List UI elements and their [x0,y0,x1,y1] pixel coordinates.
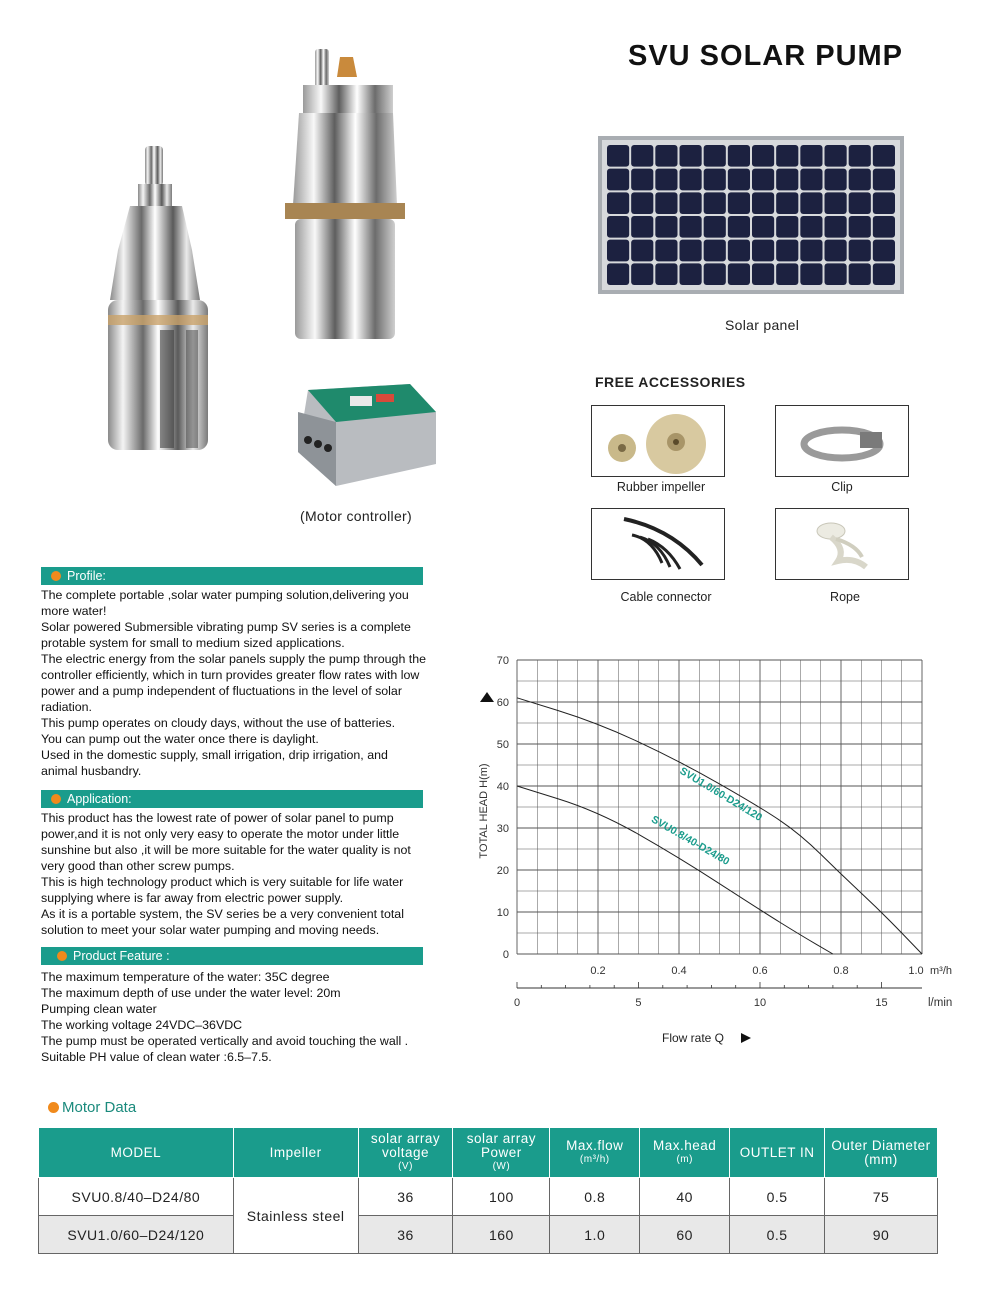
solar-cell [631,240,653,262]
bullet-dot-icon [48,1102,59,1113]
feature-line: The maximum temperature of the water: 35C degree [41,970,330,984]
column-header-max-flow: Max.flow (m³/h) [550,1128,640,1178]
solar-cell [800,169,822,191]
solar-cell [873,216,895,238]
profile-line: The electric energy from the solar panels supply the pump through the controller efficiently, which in turn provides greater flow rates with low power and a pump independent of fluctuations in the level of solar radiation. [41,652,427,714]
cell-impeller: Stainless steel [233,1178,358,1254]
performance-curve-chart [470,650,990,1060]
x2-tick-label: 15 [875,997,888,1009]
accessory-label-rope: Rope [830,590,860,604]
feature-heading: Product Feature : [73,949,170,963]
solar-cell [704,145,726,167]
cable-connector-box [591,508,725,580]
solar-cell [631,145,653,167]
solar-cell [680,192,702,214]
solar-cell [655,145,677,167]
solar-cell [752,169,774,191]
motor-data-table [38,1127,938,1254]
solar-cell [825,192,847,214]
column-header-model: MODEL [39,1128,234,1178]
table-row [39,1216,938,1254]
x-tick-label: 0.4 [671,965,687,977]
solar-cell [631,192,653,214]
y-axis-arrow-icon [480,692,494,702]
solar-cell [825,145,847,167]
solar-cell [825,216,847,238]
cell-model: SVU0.8/40–D24/80 [39,1178,234,1216]
x2-tick-label: 0 [513,997,521,1009]
solar-cell [800,240,822,262]
profile-line: You can pump out the water once there is daylight. [41,732,319,746]
solar-cell [800,192,822,214]
column-header-impeller: Impeller [233,1128,358,1178]
profile-text [41,587,426,779]
solar-cell [631,169,653,191]
x-axis-label: Flow rate Q [662,1031,725,1045]
feature-text [41,969,426,1065]
solar-cell [849,216,871,238]
y-tick-label: 30 [496,823,509,835]
motor-controller-caption: (Motor controller) [300,508,412,524]
profile-line: Used in the domestic supply, small irrigation, drip irrigation, and animal husbandry. [41,748,388,778]
accessories-heading: FREE ACCESSORIES [595,374,746,390]
solar-cell [849,145,871,167]
solar-cell [776,240,798,262]
bullet-dot-icon [51,571,61,581]
feature-heading-bar [41,947,423,965]
solar-cell [728,145,750,167]
x-axis-arrow-icon [741,1033,751,1043]
application-heading: Application: [67,792,132,806]
solar-cell [704,263,726,285]
column-header-diameter: Outer Diameter (mm) [825,1128,938,1178]
rubber-impeller-image [592,406,726,478]
series-label: SVU0.8/40-D24/80 [649,813,732,868]
solar-cell [752,263,774,285]
solar-cell [704,216,726,238]
solar-cell [800,145,822,167]
solar-cell [873,263,895,285]
series-label: SVU1.0/60-D24/120 [677,765,765,824]
x-tick-label: 0.8 [833,965,849,977]
motor-data-heading [48,1099,136,1116]
y-tick-label: 70 [496,655,509,667]
solar-cell [849,240,871,262]
y-tick-label: 10 [496,907,509,919]
y-tick-label: 50 [496,739,509,751]
x-tick-label: 0.2 [590,965,606,977]
solar-cell [680,145,702,167]
y-tick-label: 0 [502,949,509,961]
cell-model: SVU1.0/60–D24/120 [39,1216,234,1254]
cell-outlet: 0.5 [730,1178,825,1216]
solar-cell [752,216,774,238]
solar-cell [655,263,677,285]
column-header-max-head: Max.head (m) [640,1128,730,1178]
cell-voltage: 36 [358,1216,453,1254]
solar-cell [825,263,847,285]
solar-cell [655,216,677,238]
solar-cell [752,145,774,167]
y-tick-label: 60 [496,697,509,709]
solar-cell [825,169,847,191]
cell-head: 60 [640,1216,730,1254]
solar-cell [704,192,726,214]
x2-tick-label: 10 [753,997,767,1009]
application-heading-bar [41,790,423,808]
cell-flow: 1.0 [550,1216,640,1254]
solar-cell [849,192,871,214]
rope-image [776,509,910,581]
x2-unit-label: l/min [928,997,953,1009]
rope-box [775,508,909,580]
cell-diameter: 90 [825,1216,938,1254]
bullet-dot-icon [57,951,67,961]
solar-cell [607,216,629,238]
solar-cell [800,216,822,238]
solar-cell [631,263,653,285]
solar-cell [776,216,798,238]
clip-image [776,406,910,478]
solar-cell [849,263,871,285]
solar-cell [680,263,702,285]
solar-cell [680,169,702,191]
clip-box [775,405,909,477]
solar-cell [776,263,798,285]
solar-cell [728,192,750,214]
solar-cell [607,145,629,167]
solar-cell [873,169,895,191]
bullet-dot-icon [51,794,61,804]
table-row [39,1178,938,1216]
x2-tick-label: 5 [635,997,642,1009]
application-line: As it is a portable system, the SV series be a very convenient total solution to meet your solar water pumping and moving needs. [41,907,404,937]
solar-cell [655,169,677,191]
solar-cell [873,192,895,214]
cell-power: 160 [453,1216,550,1254]
cell-power: 100 [453,1178,550,1216]
solar-cell [607,263,629,285]
solar-cell [849,169,871,191]
y-axis-label: TOTAL HEAD H(m) [478,763,490,859]
accessory-label-cable-connector: Cable connector [620,590,712,604]
pump-image-tall [285,45,415,345]
solar-cell [800,263,822,285]
solar-cell [776,169,798,191]
y-tick-label: 40 [496,781,509,793]
motor-data-heading-text: Motor Data [62,1099,137,1116]
feature-line: Suitable PH value of clean water :6.5–7.5. [41,1050,272,1064]
motor-controller-image [290,382,440,487]
column-header-voltage: solar array voltage (V) [358,1128,453,1178]
rubber-impeller-box [591,405,725,477]
profile-line: Solar powered Submersible vibrating pump SV series is a complete protable system for small to medium sized applications. [41,620,411,650]
accessory-label-rubber-impeller: Rubber impeller [616,480,706,494]
cell-voltage: 36 [358,1178,453,1216]
feature-line: The working voltage 24VDC–36VDC [41,1018,243,1032]
application-text [41,810,426,938]
feature-line: Pumping clean water [41,1002,157,1016]
profile-line: The complete portable ,solar water pumping solution,delivering you more water! [41,588,409,618]
solar-cell [607,169,629,191]
solar-cell [752,192,774,214]
pump-image-short [100,140,235,460]
solar-cell [655,192,677,214]
solar-panel-image [598,136,904,294]
application-line: This is high technology product which is very suitable for life water supplying where is far away from electric power supply. [41,875,404,905]
feature-line: The pump must be operated vertically and avoid touching the wall . [41,1034,409,1048]
x-tick-label: 0.6 [752,965,768,977]
cell-diameter: 75 [825,1178,938,1216]
solar-cell [873,145,895,167]
cell-head: 40 [640,1178,730,1216]
profile-heading: Profile: [67,569,106,583]
solar-cell [680,240,702,262]
accessory-label-clip: Clip [831,480,853,494]
solar-cell [825,240,847,262]
y-tick-label: 20 [496,865,509,877]
solar-cell [728,169,750,191]
solar-cell [607,240,629,262]
solar-cell [728,216,750,238]
solar-cell [607,192,629,214]
feature-line: The maximum depth of use under the water level: 20m [41,986,341,1000]
cable-connector-image [592,509,726,581]
solar-cell [776,192,798,214]
application-line: This product has the lowest rate of power of solar panel to pump power,and it is not only very easy to operate the motor under little sunshine but also ,it will be more suitable for the water quality is not very good than other screw pumps. [41,811,411,873]
column-header-power: solar array Power (W) [453,1128,550,1178]
solar-cell [704,169,726,191]
solar-cell [655,240,677,262]
solar-panel-caption: Solar panel [725,317,800,333]
solar-cell [752,240,774,262]
x-tick-label: 1.0 [908,965,924,977]
page-title: SVU SOLAR PUMP [628,40,904,72]
cell-flow: 0.8 [550,1178,640,1216]
solar-cell [680,216,702,238]
solar-cell [776,145,798,167]
profile-heading-bar [41,567,423,585]
solar-cell [704,240,726,262]
profile-line: This pump operates on cloudy days, without the use of batteries. [41,716,396,730]
column-header-outlet: OUTLET IN [730,1128,825,1178]
solar-cell [728,263,750,285]
x-unit-label: m³/h [930,965,952,977]
solar-cell [631,216,653,238]
cell-outlet: 0.5 [730,1216,825,1254]
solar-cell [873,240,895,262]
solar-cell [728,240,750,262]
